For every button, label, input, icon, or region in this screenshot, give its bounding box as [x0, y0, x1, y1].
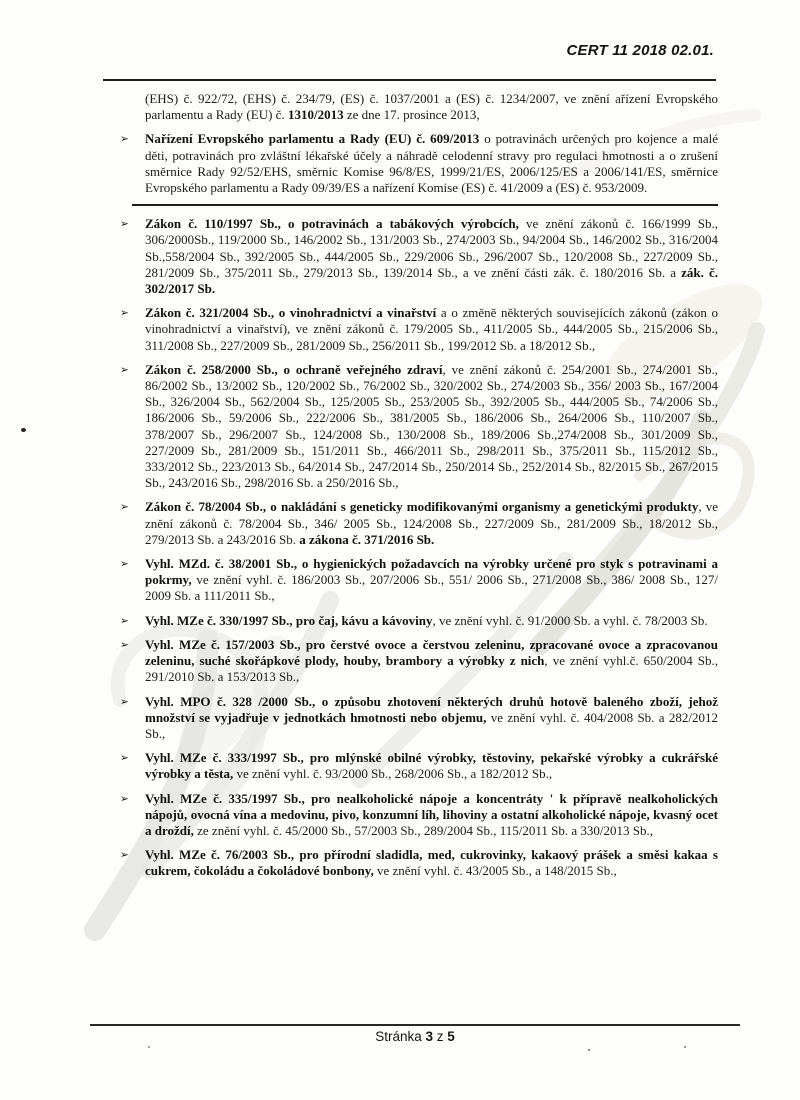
item-vyhl-mze-333-1997	[120, 750, 718, 782]
bullet-arrow-icon: ➢	[120, 363, 129, 376]
footer-page-total: 5	[447, 1029, 455, 1044]
bullet-arrow-icon: ➢	[120, 638, 129, 651]
item-zakon-321-2004-text: Zákon č. 321/2004 Sb., o vinohradnictví a vinařství a o změně některých souvisejících zákonů (zákon o vinohradnictví a vinařství), ve znění zákonů č. 179/2005 Sb., 411/2005 Sb., 444/2005 Sb., 215/2006 Sb., 311/2008 Sb., 227/2009 Sb., 281/2009 Sb., 256/2011 Sb., 199/2012 Sb. a 18/2012 Sb.,	[145, 305, 718, 353]
intro-continuation	[120, 91, 718, 123]
footer-rule	[90, 1024, 740, 1026]
item-vyhl-mze-330-1997	[120, 613, 718, 629]
bullet-arrow-icon: ➢	[120, 307, 129, 320]
footer-of-word: z	[436, 1029, 444, 1044]
scan-speck	[684, 1046, 686, 1048]
bullet-arrow-icon: ➢	[120, 614, 129, 627]
item-vyhl-mze-76-2003	[120, 847, 718, 879]
page-number-footer	[90, 1029, 740, 1044]
scan-speck	[21, 428, 26, 432]
item-zakon-78-2004-text: Zákon č. 78/2004 Sb., o nakládání s geneticky modifikovanými organismy a genetickými produkty, ve znění zákonů č. 78/2004 Sb., 346/ 2005 Sb., 124/2008 Sb., 227/2009 Sb., 281/2009 Sb., 18/2012 Sb., 279/2013 Sb. a 243/2016 Sb. a zákona č. 371/2016 Sb.	[145, 499, 718, 547]
scan-speck	[148, 1046, 150, 1048]
bullet-arrow-icon: ➢	[120, 792, 129, 805]
item-zakon-110-1997	[120, 216, 718, 297]
section-divider	[132, 204, 718, 206]
bullet-arrow-icon: ➢	[120, 218, 129, 231]
item-vyhl-mze-333-1997-text: Vyhl. MZe č. 333/1997 Sb., pro mlýnské obilné výrobky, těstoviny, pekařské výrobky a cukrářské výrobky a těsta, ve znění vyhl. č. 93/2000 Sb., 268/2006 Sb., a 182/2012 Sb.,	[145, 750, 718, 782]
bullet-arrow-icon: ➢	[120, 849, 129, 862]
item-zakon-321-2004	[120, 305, 718, 354]
document-body	[120, 91, 718, 888]
intro-continuation-text: (EHS) č. 922/72, (EHS) č. 234/79, (ES) č. 1037/2001 a (ES) č. 1234/2007, ve znění ařízení Evropského parlamentu a Rady (EU) č. 1310/2013 ze dne 17. prosince 2013,	[145, 91, 718, 123]
item-vyhl-mze-330-1997-text: Vyhl. MZe č. 330/1997 Sb., pro čaj, kávu a kávoviny, ve znění vyhl. č. 91/2000 Sb. a vyhl. č. 78/2003 Sb.	[145, 612, 708, 628]
bullet-arrow-icon: ➢	[120, 558, 129, 571]
footer-page-number: 3	[425, 1029, 433, 1044]
item-vyhl-mze-335-1997	[120, 791, 718, 840]
item-zakon-78-2004	[120, 499, 718, 548]
header-rule	[103, 79, 716, 81]
bullet-arrow-icon: ➢	[120, 695, 129, 708]
item-zakon-110-1997-text: Zákon č. 110/1997 Sb., o potravinách a tabákových výrobcích, ve znění zákonů č. 166/1999 Sb., 306/2000Sb., 119/2000 Sb., 146/2002 Sb., 131/2003 Sb., 274/2003 Sb., 94/2004 Sb., 146/2002 Sb., 316/2004 Sb.,558/2004 Sb., 392/2005 Sb., 444/2005 Sb., 229/2006 Sb., 296/2007 Sb., 120/2008 Sb., 227/2009 Sb., 281/2009 Sb., 375/2011 Sb., 279/2013 Sb., 139/2014 Sb., a ve znění části zák. č. 180/2016 Sb. a zák. č. 302/2017 Sb.	[145, 216, 718, 297]
item-vyhl-mpo-328-2000	[120, 694, 718, 743]
item-vyhl-mze-335-1997-text: Vyhl. MZe č. 335/1997 Sb., pro nealkoholické nápoje a koncentráty ' k přípravě nealkoholických nápojů, ovocná vína a medovinu, pivo, konzumní líh, lihoviny a ostatní alkoholické nápoje, kvasný ocet a droždí, ze znění vyhl. č. 45/2000 Sb., 57/2003 Sb., 289/2004 Sb., 115/2011 Sb. a 330/2013 Sb.,	[145, 790, 718, 838]
item-vyhl-mpo-328-2000-text: Vyhl. MPO č. 328 /2000 Sb., o způsobu zhotovení některých druhů hotově baleného zboží, jehož množství se vyjadřuje v jednotkách hmotnosti nebo objemu, ve znění vyhl. č. 404/2008 Sb. a 282/2012 Sb.,	[145, 693, 719, 741]
document-code-header: CERT 11 2018 02.01.	[566, 42, 714, 59]
item-vyhl-mzd-38-2001-text: Vyhl. MZd. č. 38/2001 Sb., o hygienických požadavcích na výrobky určené pro styk s potravinami a pokrmy, ve znění vyhl. č. 186/2003 Sb., 207/2006 Sb., 551/ 2006 Sb., 271/2008 Sb., 386/ 2008 Sb., 127/ 2009 Sb. a 111/2011 Sb.,	[145, 556, 718, 604]
item-zakon-258-2000	[120, 362, 718, 492]
item-zakon-258-2000-text: Zákon č. 258/2000 Sb., o ochraně veřejného zdraví, ve znění zákonů č. 254/2001 Sb., 274/2001 Sb., 86/2002 Sb., 13/2002 Sb., 120/2002 Sb., 76/2002 Sb., 320/2002 Sb., 274/2003 Sb., 356/ 2003 Sb., 167/2004 Sb., 326/2004 Sb., 562/2004 Sb., 125/2005 Sb., 253/2005 Sb., 392/2005 Sb., 444/2005 Sb., 74/2006 Sb., 186/2006 Sb., 59/2006 Sb., 222/2006 Sb., 381/2005 Sb., 186/2006 Sb., 264/2006 Sb., 110/2007 Sb., 378/2007 Sb., 296/2007 Sb., 124/2008 Sb., 130/2008 Sb., 189/2006 Sb.,274/2008 Sb., 301/2009 Sb., 227/2009 Sb., 281/2009 Sb., 151/2011 Sb., 466/2011 Sb., 298/2011 Sb., 375/2011 Sb., 115/2012 Sb., 333/2012 Sb., 223/2013 Sb., 64/2014 Sb., 247/2014 Sb., 250/2014 Sb., 252/2014 Sb., 82/2015 Sb., 267/2015 Sb., 243/2016 Sb., 298/2016 Sb. a 250/2016 Sb.,	[145, 361, 718, 491]
item-vyhl-mze-157-2003	[120, 637, 718, 686]
bullet-arrow-icon: ➢	[120, 133, 129, 146]
bullet-arrow-icon: ➢	[120, 752, 129, 765]
footer-prefix: Stránka	[375, 1029, 422, 1044]
item-vyhl-mze-157-2003-text: Vyhl. MZe č. 157/2003 Sb., pro čerstvé ovoce a čerstvou zeleninu, zpracované ovoce a zpracovanou zeleninu, suché skořápkové plody, houby, brambory a výrobky z nich, ve znění vyhl.č. 650/2004 Sb., 291/2010 Sb. a 153/2013 Sb.,	[145, 636, 718, 685]
item-narizeni-eu-609-2013	[120, 131, 718, 196]
bullet-arrow-icon: ➢	[120, 501, 129, 514]
item-vyhl-mzd-38-2001	[120, 556, 718, 605]
item-narizeni-eu-609-2013-text: Nařízení Evropského parlamentu a Rady (EU) č. 609/2013 o potravinách určených pro kojence a malé děti, potravinách pro zvláštní lékařské účely a náhradě celodenní stravy pro regulaci hmotnosti a o zrušení směrnice Rady 92/52/EHS, směrnic Komise 96/8/ES, 1999/21/ES, 2006/125/ES a 2006/141/ES, směrnice Evropského parlamentu a Rady 09/39/ES a nařízení Komise (ES) č. 41/2009 a (ES) č. 953/2009.	[145, 131, 718, 196]
item-vyhl-mze-76-2003-text: Vyhl. MZe č. 76/2003 Sb., pro přírodní sladidla, med, cukrovinky, kakaový prášek a směsi kakaa s cukrem, čokoládu a čokoládové bonbony, ve znění vyhl. č. 43/2005 Sb., a 148/2015 Sb.,	[145, 847, 718, 879]
scan-speck	[588, 1049, 590, 1051]
